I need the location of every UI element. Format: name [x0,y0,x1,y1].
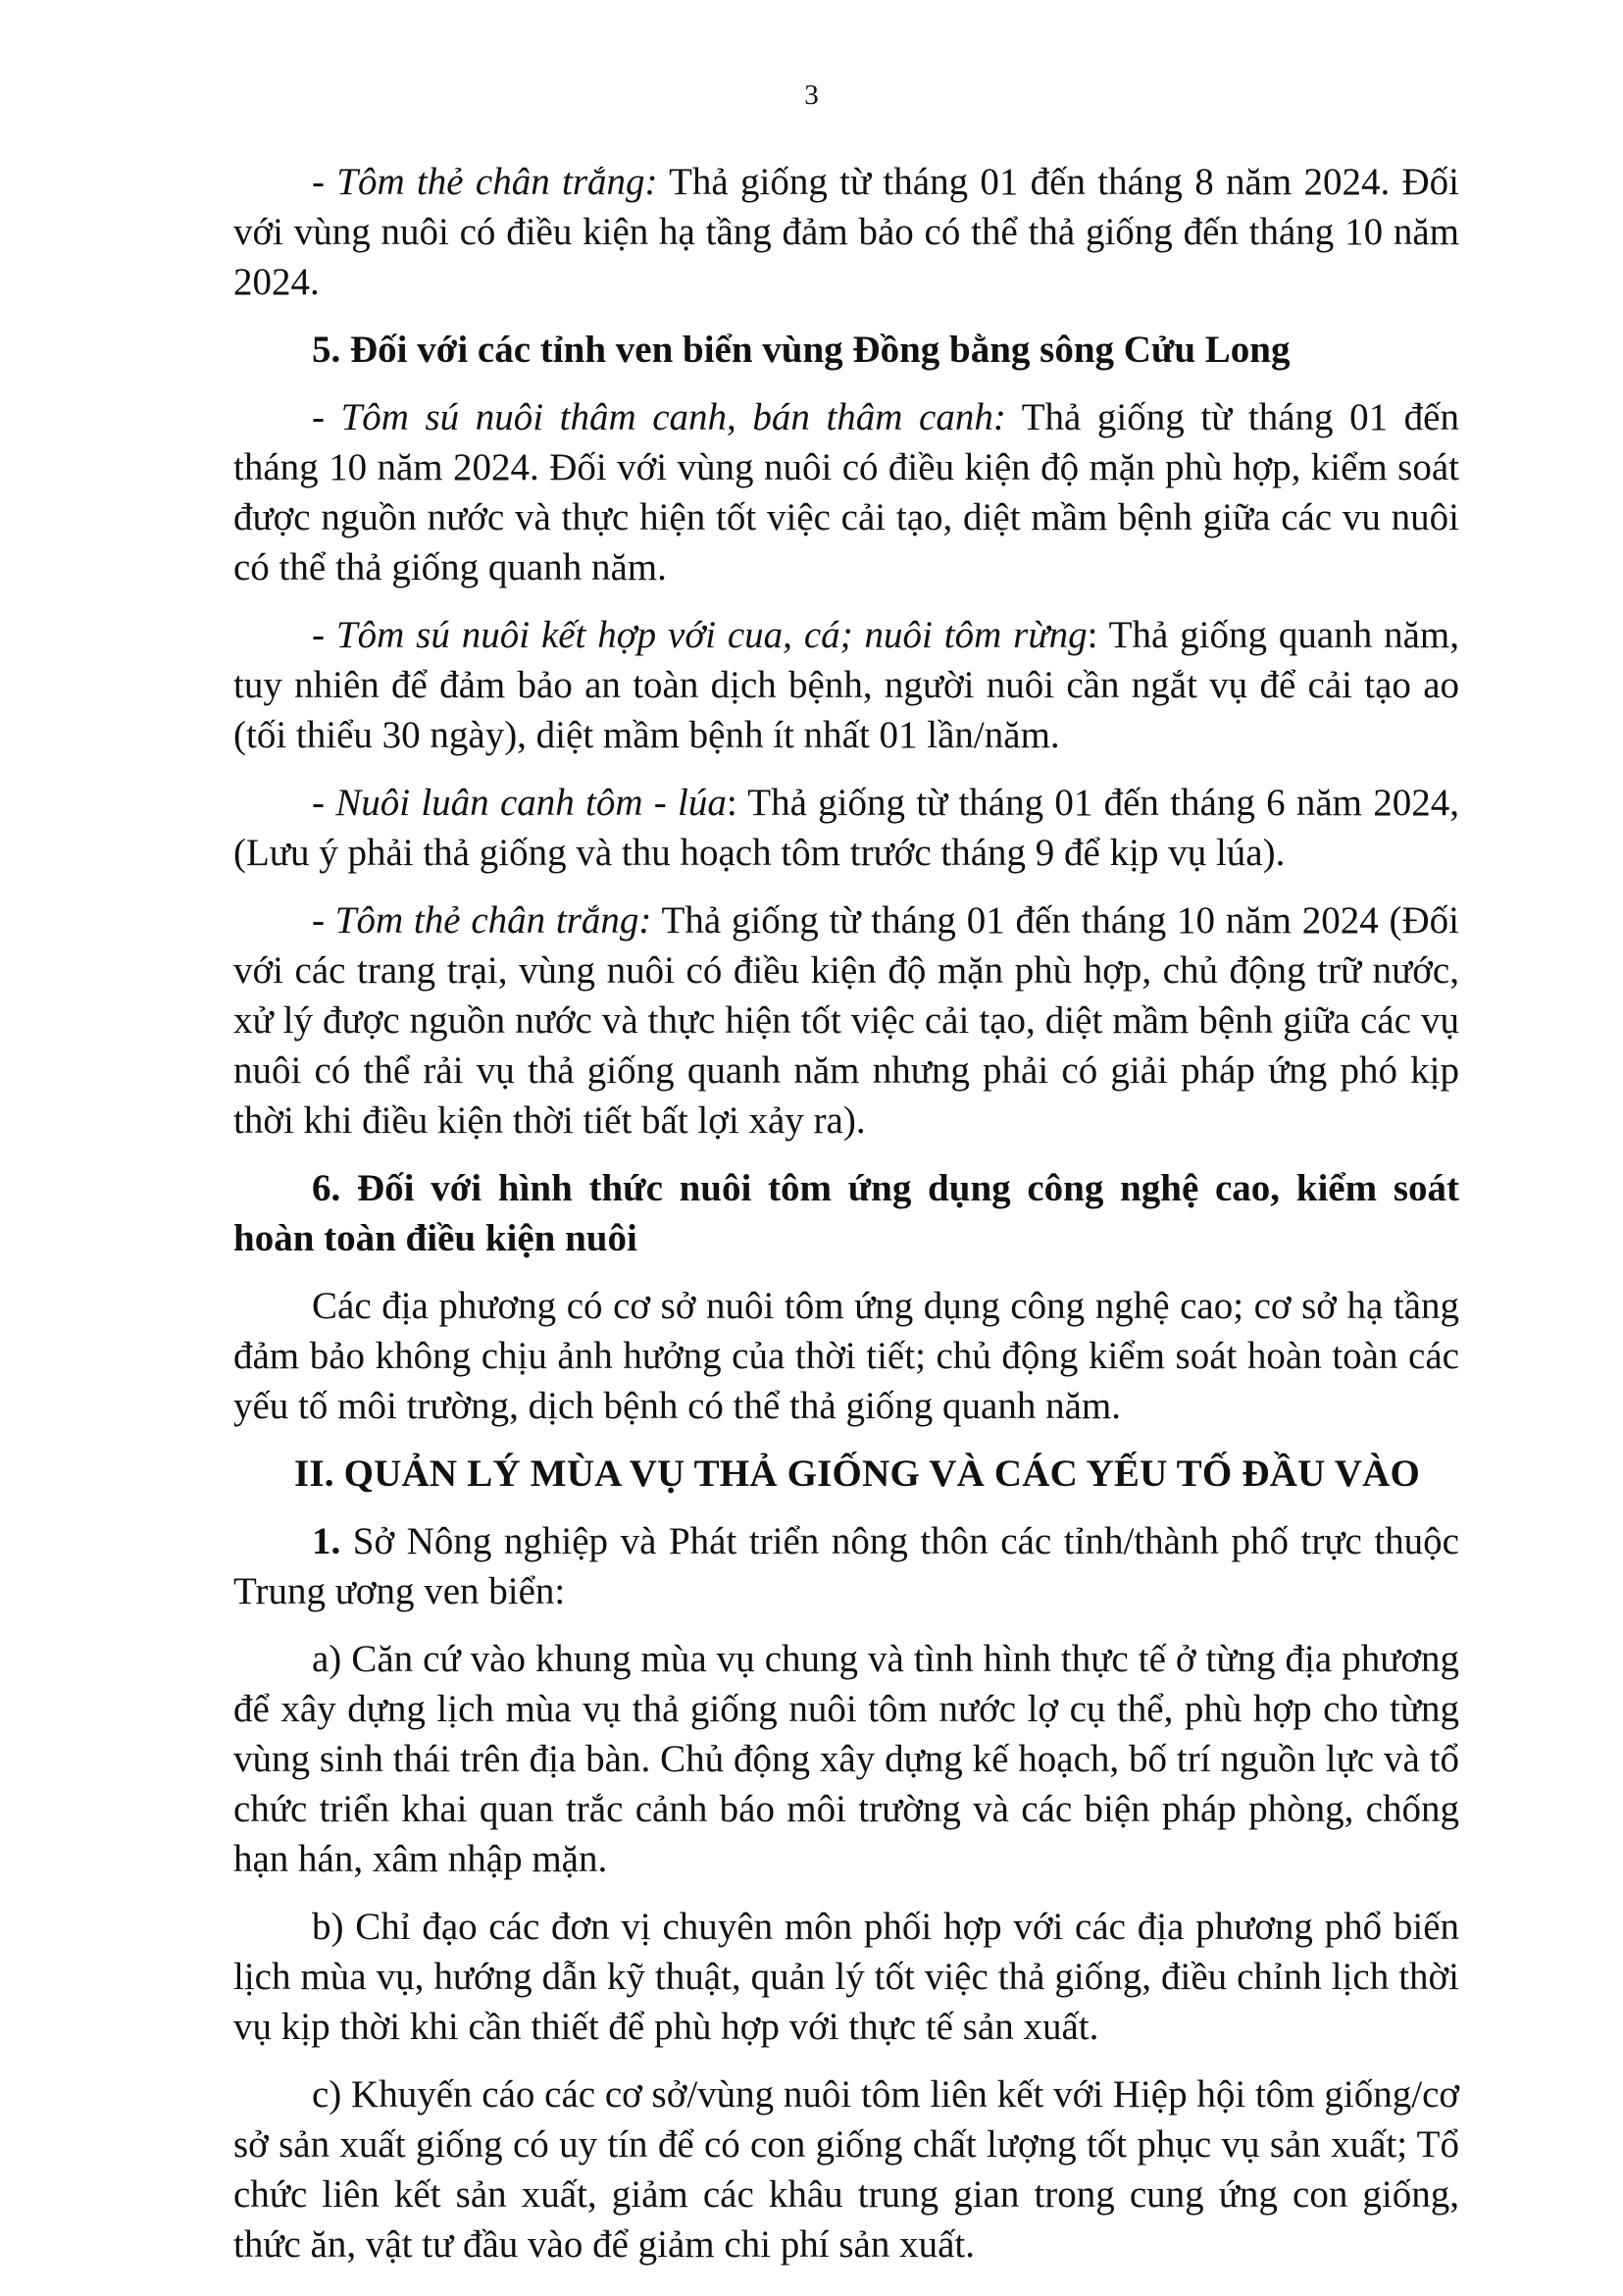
paragraph-item-a [233,1634,1459,1884]
paragraph-lead: - Tôm sú nuôi kết hợp với cua, cá; nuôi tôm rừng [312,614,1088,656]
paragraph-text: Thả giống từ tháng 01 đến tháng 10 năm 2024 (Đối với các trang trại, vùng nuôi có điều kiện độ mặn phù hợp, chủ động trữ nước, xử lý được nguồn nước và thực hiện tốt việc cải tạo, diệt mầm bệnh giữa các vụ nuôi có thể rải vụ thả giống quanh năm nhưng phải có giải pháp ứng phó kịp thời khi điều kiện thời tiết bất lợi xảy ra). [233,899,1459,1142]
paragraph-text: Các địa phương có cơ sở nuôi tôm ứng dụng công nghệ cao; cơ sở hạ tầng đảm bảo không chịu ảnh hưởng của thời tiết; chủ động kiểm soát hoàn toàn các yếu tố môi trường, dịch bệnh có thể thả giống quanh năm. [233,1285,1459,1427]
paragraph-luan-canh-tom-lua [233,778,1459,878]
paragraph-text: : Thả giống quanh năm, tuy nhiên để đảm bảo an toàn dịch bệnh, người nuôi cần ngắt vụ để cải tạo ao (tối thiểu 30 ngày), diệt mầm bệnh ít nhất 01 lần/năm. [233,614,1459,756]
page-number: 3 [804,79,819,111]
document-body [233,157,1459,2287]
paragraph-lead: - Tôm thẻ chân trắng: [312,161,658,203]
paragraph-text: c) Khuyến cáo các cơ sở/vùng nuôi tôm liên kết với Hiệp hội tôm giống/cơ sở sản xuất giống có uy tín để có con giống chất lượng tốt phục vụ sản xuất; Tổ chức liên kết sản xuất, giảm các khâu trung gian trong cung ứng con giống, thức ăn, vật tư đầu vào để giảm chi phí sản xuất. [233,2073,1459,2266]
paragraph-text: Thả giống từ tháng 01 đến tháng 8 năm 2024. Đối với vùng nuôi có điều kiện hạ tầng đảm bảo có thể thả giống đến tháng 10 năm 2024. [233,161,1459,303]
paragraph-lead: - Tôm sú nuôi thâm canh, bán thâm canh: [312,396,1006,438]
paragraph-tom-the-chan-trang-dbscl [233,895,1459,1146]
paragraph-lead: - Nuôi luân canh tôm - lúa [312,782,727,824]
section-heading-ii: II. QUẢN LÝ MÙA VỤ THẢ GIỐNG VÀ CÁC YẾU TỐ ĐẦU VÀO [294,1453,1420,1495]
section-heading-5: 5. Đối với các tỉnh ven biển vùng Đồng bằng sông Cửu Long [312,329,1291,371]
paragraph-text: b) Chỉ đạo các đơn vị chuyên môn phối hợp với các địa phương phổ biến lịch mùa vụ, hướng dẫn kỹ thuật, quản lý tốt việc thả giống, điều chỉnh lịch thời vụ kịp thời khi cần thiết để phù hợp với thực tế sản xuất. [233,1906,1459,2048]
item-number: 1. [312,1520,341,1562]
paragraph-item-1 [233,1516,1459,1616]
paragraph-tom-su-tham-canh [233,392,1459,592]
paragraph-lead: - Tôm thẻ chân trắng: [312,899,652,942]
paragraph-tom-su-ket-hop [233,610,1459,760]
paragraph-text: a) Căn cứ vào khung mùa vụ chung và tình hình thực tế ở từng địa phương để xây dựng lịch mùa vụ thả giống nuôi tôm nước lợ cụ thể, phù hợp cho từng vùng sinh thái trên địa bàn. Chủ động xây dựng kế hoạch, bố trí nguồn lực và tổ chức triển khai quan trắc cảnh báo môi trường và các biện pháp phòng, chống hạn hán, xâm nhập mặn. [233,1638,1459,1880]
paragraph-item-b [233,1902,1459,2052]
paragraph-text: Sở Nông nghiệp và Phát triển nông thôn các tỉnh/thành phố trực thuộc Trung ương ven biển: [233,1520,1459,1612]
paragraph-text: : Thả giống từ tháng 01 đến tháng 6 năm 2024, (Lưu ý phải thả giống và thu hoạch tôm trước tháng 9 để kịp vụ lúa). [233,782,1459,874]
section-heading-6: 6. Đối với hình thức nuôi tôm ứng dụng công nghệ cao, kiểm soát hoàn toàn điều kiện nuôi [233,1167,1459,1259]
paragraph-cong-nghe-cao [233,1281,1459,1431]
paragraph-tom-the-chan-trang-intro [233,157,1459,307]
paragraph-text: Thả giống từ tháng 01 đến tháng 10 năm 2024. Đối với vùng nuôi có điều kiện độ mặn phù hợp, kiểm soát được nguồn nước và thực hiện tốt việc cải tạo, diệt mầm bệnh giữa các vu nuôi có thể thả giống quanh năm. [233,396,1459,588]
paragraph-item-c [233,2069,1459,2270]
